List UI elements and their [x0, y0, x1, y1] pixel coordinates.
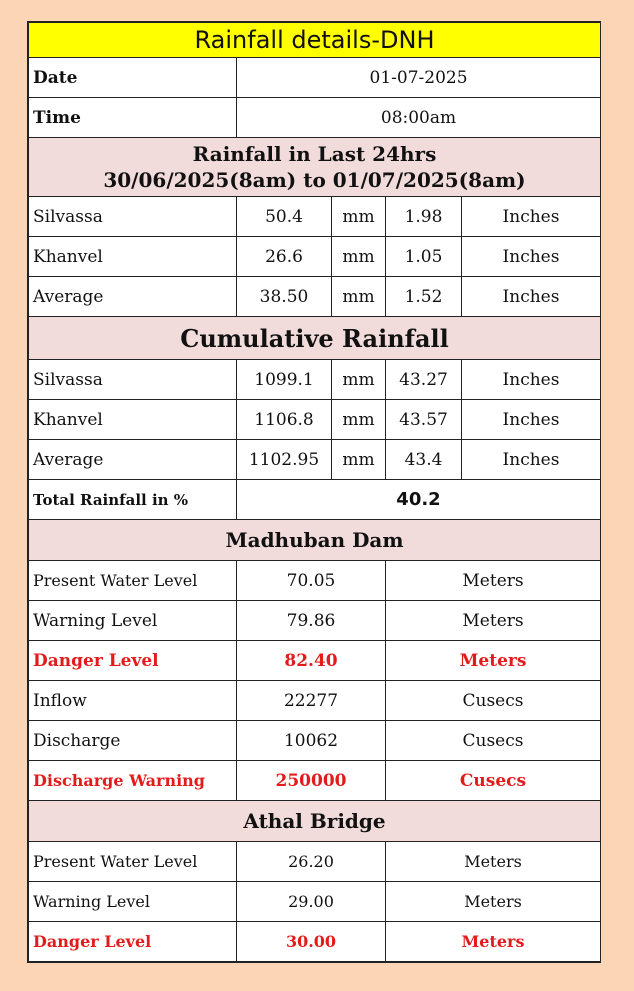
madhuban-row-discharge	[29, 721, 601, 761]
place-label: Silvassa	[29, 197, 237, 237]
time-label: Time	[29, 98, 237, 138]
mm-unit: mm	[332, 237, 386, 277]
cumulative-row-silvassa	[29, 360, 601, 400]
rain-inches-value: 1.98	[386, 197, 462, 237]
rain-inches-value: 43.57	[386, 400, 462, 440]
madhuban-row-present-level	[29, 561, 601, 601]
rain-inches-value: 43.4	[386, 440, 462, 480]
rain-mm-value: 38.50	[237, 277, 332, 317]
madhuban-row-discharge-warning	[29, 761, 601, 801]
place-label: Average	[29, 440, 237, 480]
mm-unit: mm	[332, 277, 386, 317]
metric-label: Discharge	[29, 721, 237, 761]
metric-label: Danger Level	[29, 922, 237, 962]
report-title: Rainfall details-DNH	[29, 23, 601, 58]
cumulative-row-average	[29, 440, 601, 480]
rain-mm-value: 26.6	[237, 237, 332, 277]
metric-value: 26.20	[237, 842, 386, 882]
mm-unit: mm	[332, 440, 386, 480]
rain-inches-value: 1.05	[386, 237, 462, 277]
madhuban-row-danger-level	[29, 641, 601, 681]
metric-unit: Meters	[386, 601, 601, 641]
metric-unit: Cusecs	[386, 761, 601, 801]
inches-unit: Inches	[462, 237, 601, 277]
time-value: 08:00am	[237, 98, 601, 138]
cumulative-row-khanvel	[29, 400, 601, 440]
madhuban-row-inflow	[29, 681, 601, 721]
metric-label: Danger Level	[29, 641, 237, 681]
date-label: Date	[29, 58, 237, 98]
last24-row-silvassa	[29, 197, 601, 237]
rain-inches-value: 1.52	[386, 277, 462, 317]
total-rainfall-value: 40.2	[237, 480, 601, 520]
athal-heading: Athal Bridge	[29, 801, 601, 842]
athal-row-present-level	[29, 842, 601, 882]
metric-label: Warning Level	[29, 601, 237, 641]
metric-unit: Meters	[386, 922, 601, 962]
metric-value: 79.86	[237, 601, 386, 641]
mm-unit: mm	[332, 400, 386, 440]
metric-unit: Meters	[386, 641, 601, 681]
metric-value: 82.40	[237, 641, 386, 681]
place-label: Average	[29, 277, 237, 317]
metric-unit: Meters	[386, 882, 601, 922]
metric-unit: Cusecs	[386, 681, 601, 721]
madhuban-row-warning-level	[29, 601, 601, 641]
inches-unit: Inches	[462, 400, 601, 440]
last24-heading-line2: 30/06/2025(8am) to 01/07/2025(8am)	[103, 168, 526, 192]
metric-label: Present Water Level	[29, 842, 237, 882]
rain-mm-value: 1102.95	[237, 440, 332, 480]
metric-value: 250000	[237, 761, 386, 801]
rainfall-table	[28, 22, 601, 962]
inches-unit: Inches	[462, 277, 601, 317]
madhuban-heading: Madhuban Dam	[29, 520, 601, 561]
mm-unit: mm	[332, 197, 386, 237]
last24-heading	[29, 138, 601, 197]
rainfall-report-sheet	[27, 21, 601, 963]
metric-unit: Meters	[386, 842, 601, 882]
last24-heading-line1: Rainfall in Last 24hrs	[192, 142, 437, 166]
inches-unit: Inches	[462, 440, 601, 480]
athal-row-danger-level	[29, 922, 601, 962]
metric-label: Discharge Warning	[29, 761, 237, 801]
inches-unit: Inches	[462, 197, 601, 237]
athal-row-warning-level	[29, 882, 601, 922]
metric-label: Present Water Level	[29, 561, 237, 601]
metric-unit: Cusecs	[386, 721, 601, 761]
metric-value: 29.00	[237, 882, 386, 922]
place-label: Khanvel	[29, 400, 237, 440]
metric-label: Inflow	[29, 681, 237, 721]
place-label: Khanvel	[29, 237, 237, 277]
metric-value: 30.00	[237, 922, 386, 962]
date-value: 01-07-2025	[237, 58, 601, 98]
mm-unit: mm	[332, 360, 386, 400]
metric-value: 10062	[237, 721, 386, 761]
metric-value: 22277	[237, 681, 386, 721]
metric-value: 70.05	[237, 561, 386, 601]
rain-inches-value: 43.27	[386, 360, 462, 400]
last24-row-average	[29, 277, 601, 317]
rain-mm-value: 50.4	[237, 197, 332, 237]
rain-mm-value: 1099.1	[237, 360, 332, 400]
metric-unit: Meters	[386, 561, 601, 601]
last24-row-khanvel	[29, 237, 601, 277]
metric-label: Warning Level	[29, 882, 237, 922]
total-rainfall-label: Total Rainfall in %	[29, 480, 237, 520]
inches-unit: Inches	[462, 360, 601, 400]
place-label: Silvassa	[29, 360, 237, 400]
cumulative-heading: Cumulative Rainfall	[29, 317, 601, 360]
rain-mm-value: 1106.8	[237, 400, 332, 440]
